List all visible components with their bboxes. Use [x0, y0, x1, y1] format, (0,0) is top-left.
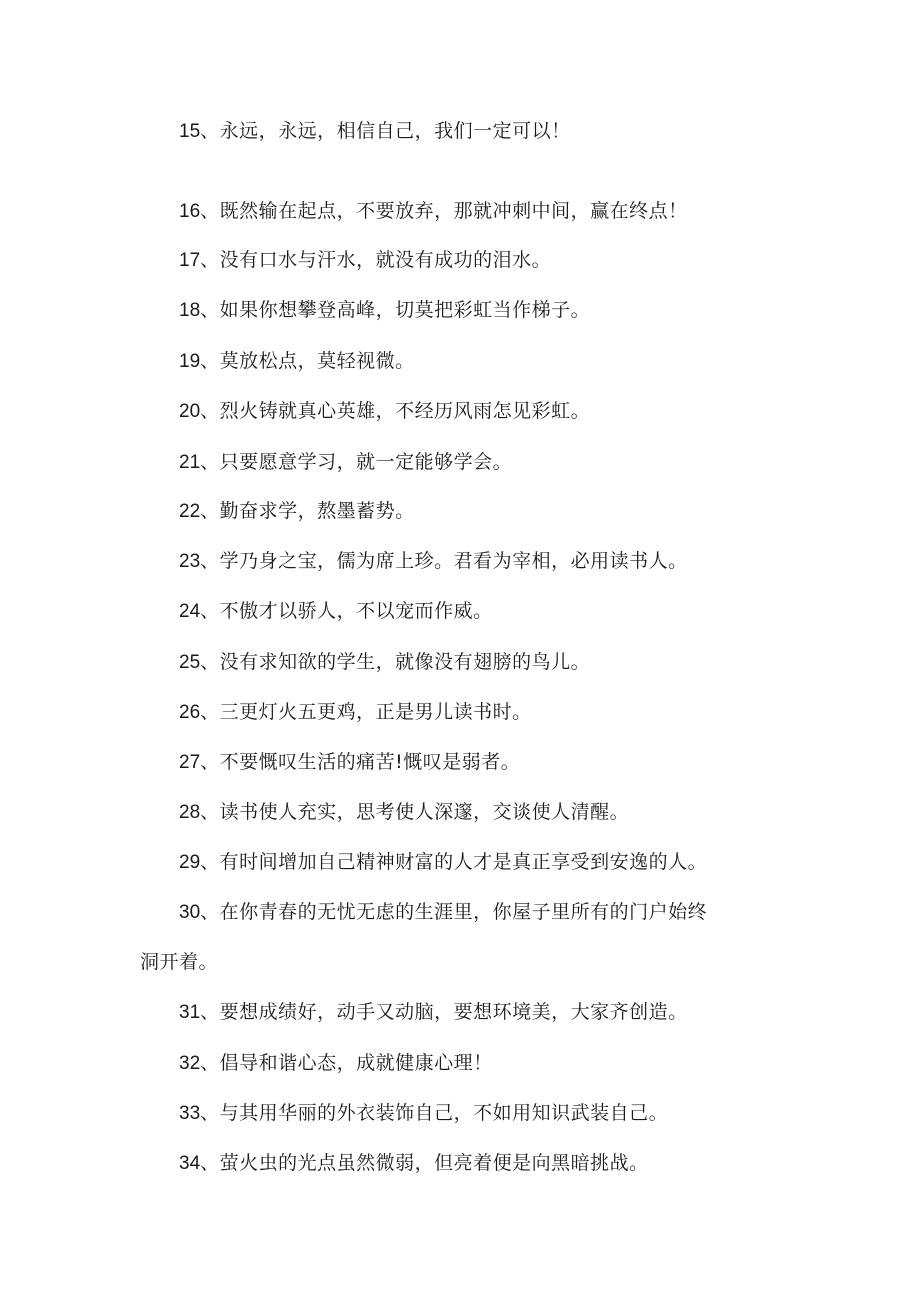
item-text: 、萤火虫的光点虽然微弱，但亮着便是向黑暗挑战。 [200, 1152, 649, 1174]
item-text: 、没有求知欲的学生，就像没有翅膀的鸟儿。 [200, 651, 591, 673]
item-text: 、读书使人充实，思考使人深邃，交谈使人清醒。 [200, 801, 630, 823]
list-item-continuation [140, 949, 800, 975]
list-item [140, 348, 839, 375]
list-item [140, 699, 839, 726]
item-text-continuation: 洞开着。 [140, 951, 219, 973]
item-number: 29 [179, 852, 201, 873]
item-number: 31 [179, 1002, 201, 1023]
item-number: 15 [179, 121, 201, 142]
item-number: 34 [179, 1153, 201, 1174]
list-item [140, 548, 839, 575]
list-item [140, 649, 839, 676]
list-item [140, 1050, 839, 1077]
item-number: 23 [179, 551, 201, 572]
item-number: 33 [179, 1103, 201, 1124]
list-item [140, 498, 839, 525]
item-text: 、有时间增加自己精神财富的人才是真正享受到安逸的人。 [200, 851, 708, 873]
item-number: 19 [179, 351, 201, 372]
list-item [140, 1100, 839, 1127]
item-text: 、三更灯火五更鸡，正是男儿读书时。 [200, 701, 532, 723]
list-item [140, 198, 839, 225]
item-text: 、勤奋求学，熬墨蓄势。 [200, 500, 415, 522]
item-number: 18 [179, 300, 201, 321]
item-number: 27 [179, 752, 201, 773]
item-number: 26 [179, 702, 201, 723]
item-number: 22 [179, 501, 201, 522]
item-text: 、只要愿意学习，就一定能够学会。 [200, 451, 513, 473]
item-text: 、莫放松点，莫轻视微。 [200, 350, 415, 372]
item-text: 、永远，永远，相信自己，我们一定可以！ [200, 120, 571, 142]
item-number: 20 [179, 401, 201, 422]
item-text: 、不傲才以骄人，不以宠而作威。 [200, 600, 493, 622]
list-item [140, 799, 839, 826]
item-number: 24 [179, 601, 201, 622]
list-item [140, 297, 839, 324]
list-item [140, 449, 839, 476]
item-number: 25 [179, 652, 201, 673]
item-number: 28 [179, 802, 201, 823]
item-text: 、要想成绩好，动手又动脑，要想环境美，大家齐创造。 [200, 1001, 688, 1023]
item-text: 、烈火铸就真心英雄，不经历风雨怎见彩虹。 [200, 400, 591, 422]
list-item [140, 999, 839, 1026]
item-text: 、既然输在起点，不要放弃，那就冲刺中间，赢在终点！ [200, 200, 688, 222]
item-number: 32 [179, 1053, 201, 1074]
list-item [140, 749, 839, 776]
item-text: 、学乃身之宝，儒为席上珍。君看为宰相，必用读书人。 [200, 550, 688, 572]
item-text: 、倡导和谐心态，成就健康心理！ [200, 1052, 493, 1074]
item-number: 30 [179, 902, 201, 923]
item-number: 21 [179, 452, 201, 473]
list-item [140, 247, 839, 274]
list-item [140, 899, 839, 926]
list-item [140, 398, 839, 425]
list-item [140, 598, 839, 625]
item-number: 17 [179, 250, 201, 271]
list-item [140, 1150, 839, 1177]
item-number: 16 [179, 201, 201, 222]
list-item [140, 849, 839, 876]
list-item [140, 118, 839, 145]
item-text: 、在你青春的无忧无虑的生涯里，你屋子里所有的门户始终 [200, 901, 708, 923]
item-text: 、不要慨叹生活的痛苦!慨叹是弱者。 [200, 751, 521, 773]
item-text: 、如果你想攀登高峰，切莫把彩虹当作梯子。 [200, 299, 591, 321]
item-text: 、没有口水与汗水，就没有成功的泪水。 [200, 249, 552, 271]
item-text: 、与其用华丽的外衣装饰自己，不如用知识武装自己。 [200, 1102, 669, 1124]
